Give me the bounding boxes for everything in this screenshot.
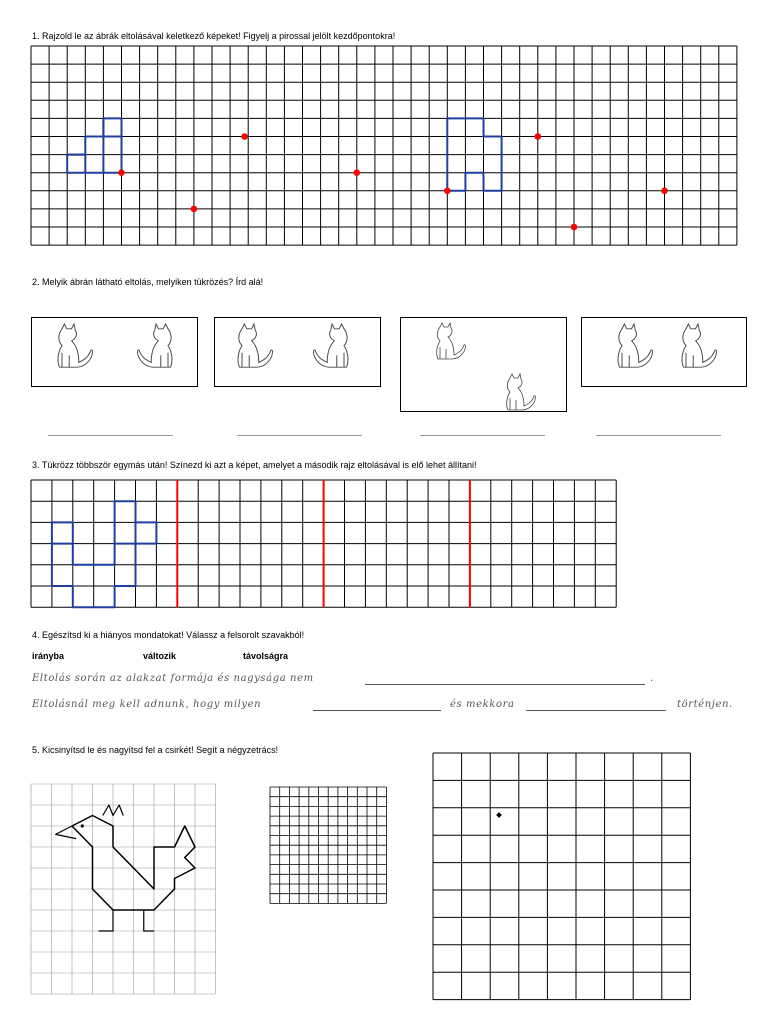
task3-title: 3. Tükrözz többször egymás után! Színezd ki azt a képet, amelyet a második rajz eltolásával is elő lehet állítani!	[32, 460, 477, 470]
chicken-small-grid	[270, 787, 386, 903]
chicken-large-grid	[433, 753, 690, 1000]
task5-title: 5. Kicsinyítsd le és nagyítsd fel a csirkét! Segít a négyzetrács!	[32, 745, 279, 755]
sentence-1: Eltolás során az alakzat formája és nagysága nem	[32, 673, 314, 684]
sentence-2-part-c: történjen.	[677, 699, 733, 710]
sentence-2-part-a: Eltolásnál meg kell adnunk, hogy milyen	[32, 699, 262, 710]
sentence-2-part-b: és mekkora	[450, 699, 515, 710]
large-grid-start-point	[496, 812, 502, 818]
sentence-1-end: .	[650, 673, 654, 684]
chicken-eye	[81, 824, 84, 827]
word-choice-2: változik	[143, 651, 177, 661]
task4-title: 4. Egészítsd ki a hiányos mondatokat! Válassz a felsorolt szavakból!	[32, 630, 305, 640]
word-choice-3: távolságra	[243, 651, 289, 661]
word-choice-1: irányba	[32, 651, 65, 661]
chicken-leg-right	[144, 910, 154, 931]
task2-title: 2. Melyik ábrán látható eltolás, melyiken tükrözés? Írd alá!	[32, 277, 264, 287]
chicken-leg-left	[99, 910, 113, 931]
task1-title: 1. Rajzold le az ábrák eltolásával keletkező képeket! Figyelj a pirossal jelölt kezdőpontokra!	[32, 31, 396, 41]
